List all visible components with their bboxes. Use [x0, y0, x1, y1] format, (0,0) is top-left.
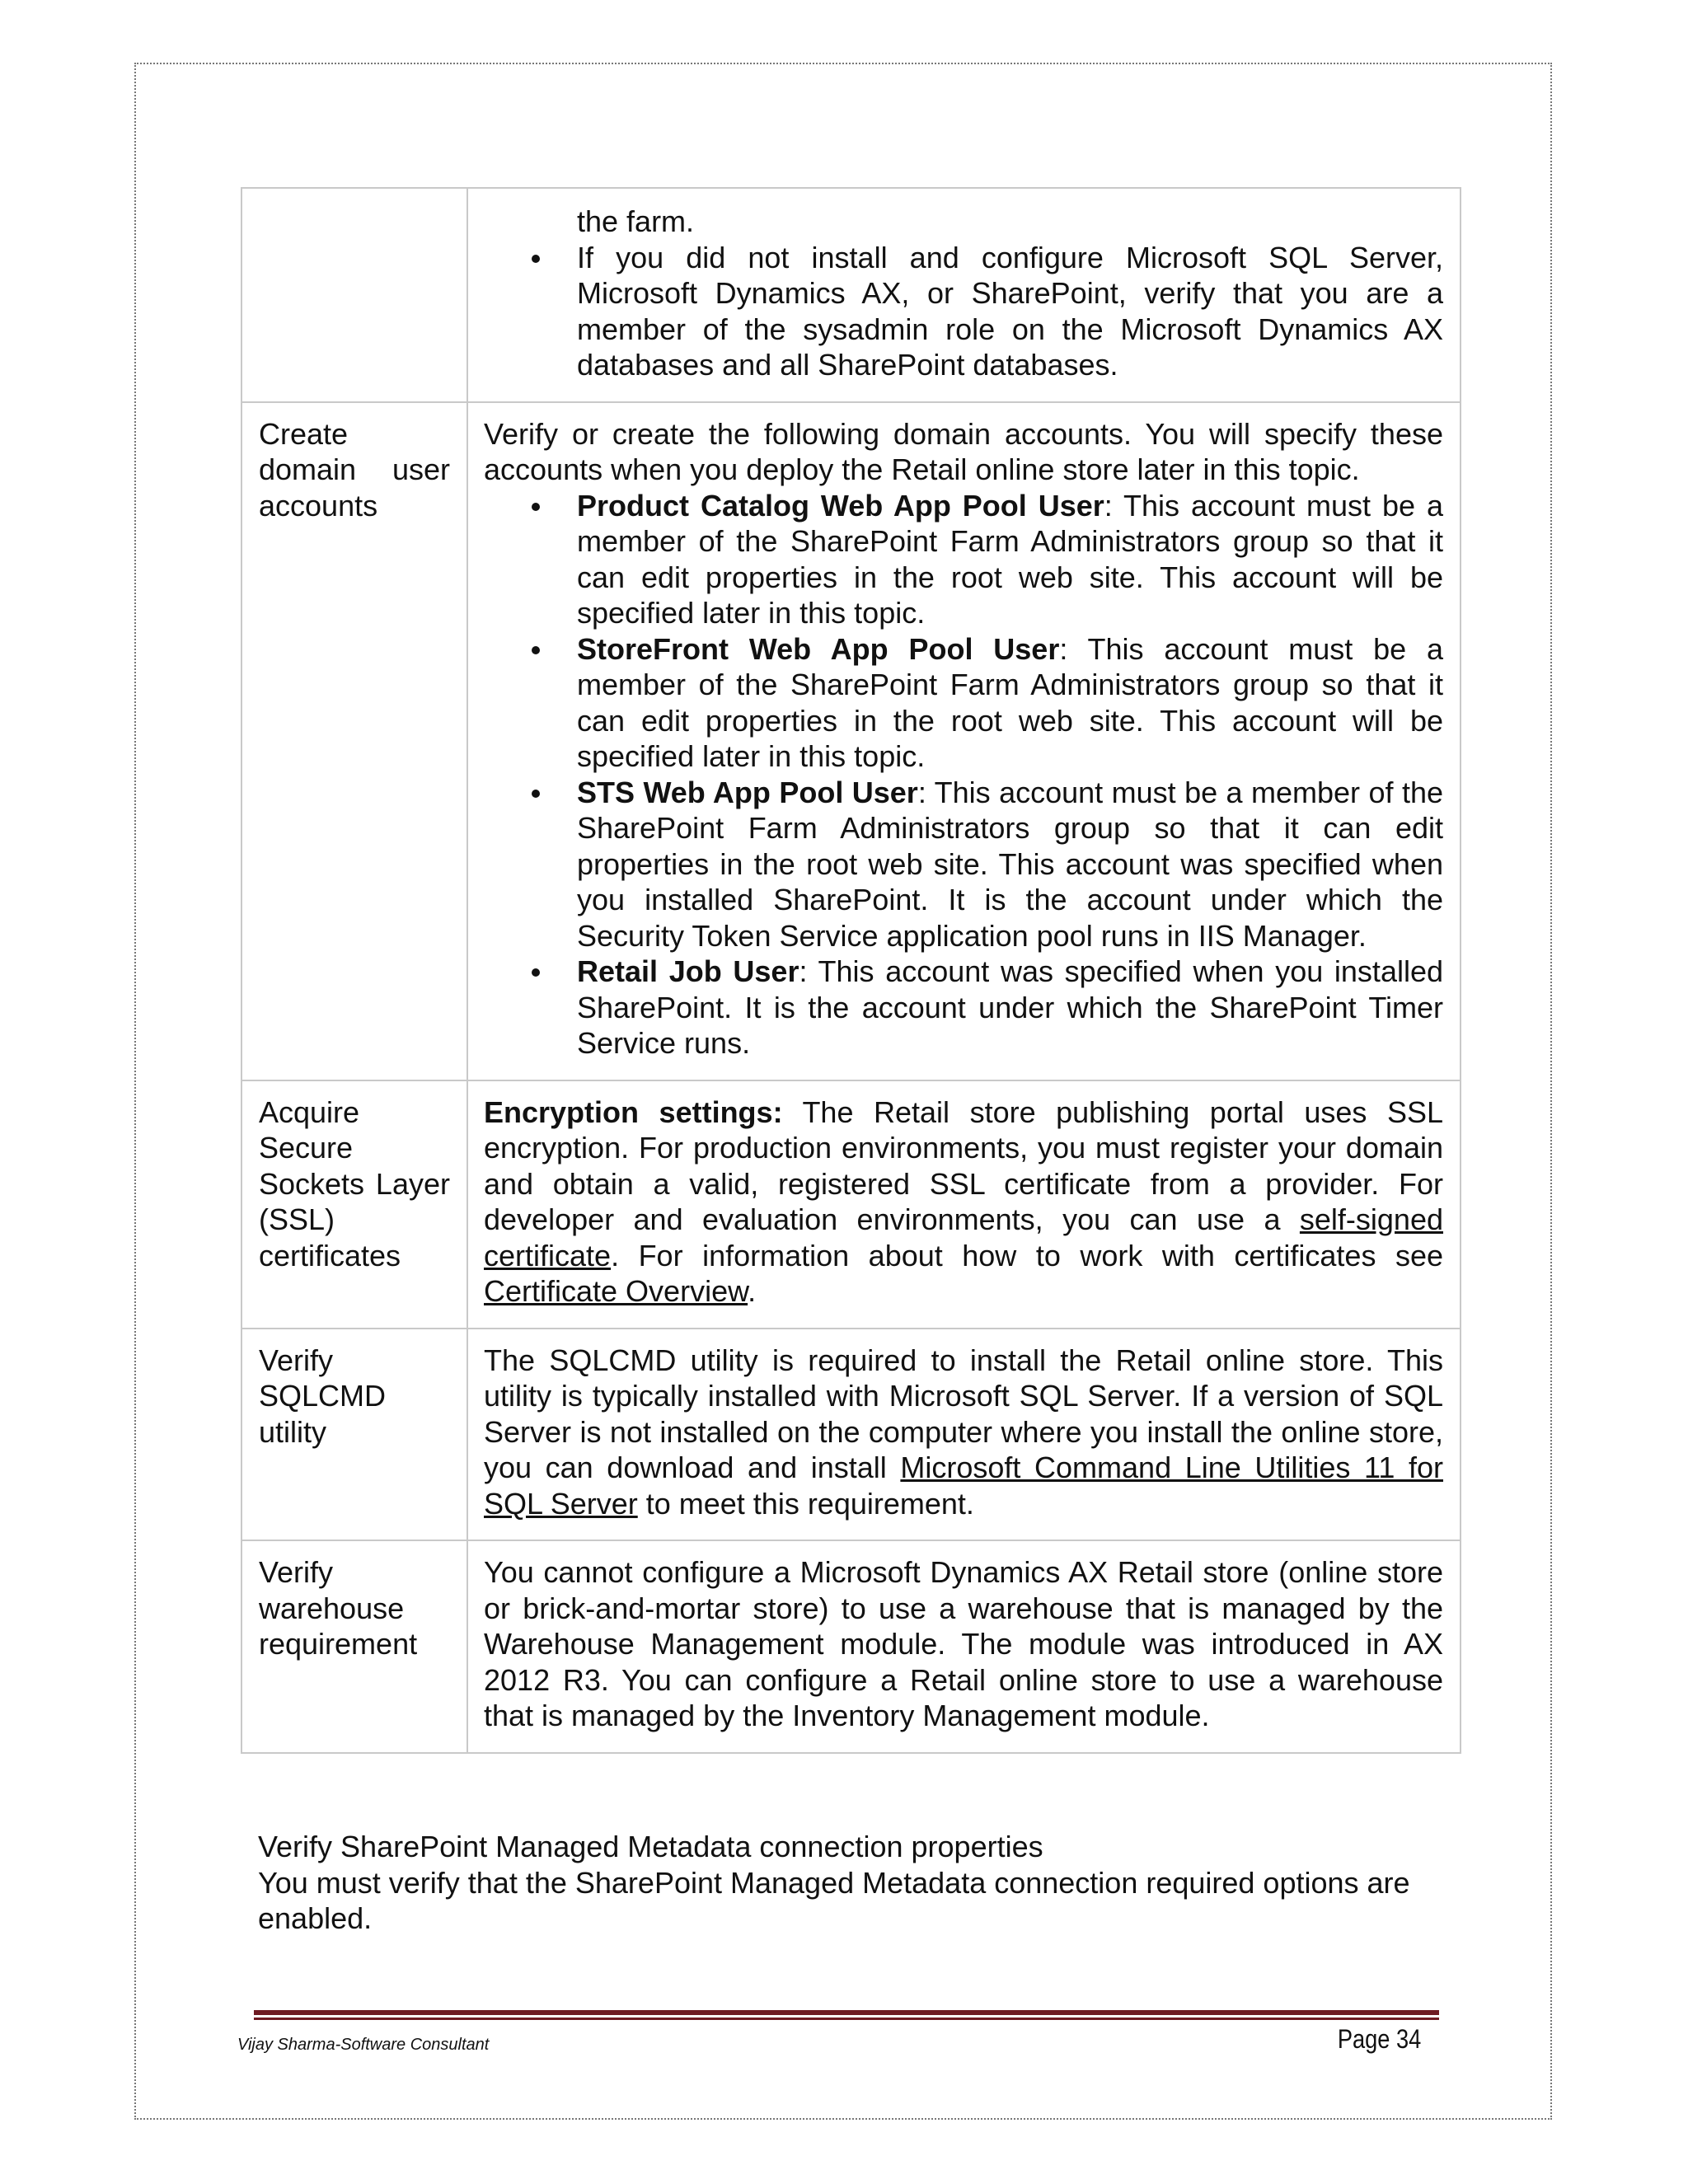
requirements-table: [241, 187, 1461, 1754]
row-label-acquire-ssl-certificates: Acquire Secure Sockets Layer (SSL) certificates: [241, 1080, 467, 1329]
list-item: [577, 631, 1443, 775]
body-text: The Retail store publishing portal uses SSL encryption. For production environments, you must register your domain and obtain a valid, registered SSL certificate from a provider. For developer and evaluation environments, you can use a: [484, 1094, 1443, 1236]
table-cell-body: [467, 1329, 1461, 1541]
list-item: [577, 488, 1443, 631]
sql-command-line-utilities-link[interactable]: Microsoft Command Line Utilities 11 for SQL Server: [484, 1451, 1443, 1521]
table-cell-body: [467, 402, 1461, 1080]
row-label-verify-sqlcmd-utility: Verify SQLCMD utility: [241, 1329, 467, 1541]
list-item: If you did not install and configure Microsoft SQL Server, Microsoft Dynamics AX, or SharePoint, verify that you are a member of the sysadmin role on the Microsoft Dynamics AX databases and all SharePoint databases.: [577, 240, 1443, 382]
section-paragraph: You must verify that the SharePoint Managed Metadata connection required options are enabled.: [258, 1865, 1410, 1935]
account-description: : This account must be a member of the SharePoint Farm Administrators group so that it can edit properties in the root web site. This account will be specified later in this topic.: [577, 631, 1443, 773]
table-cell-body: [467, 188, 1461, 402]
list-item: [577, 954, 1443, 1062]
row-label-verify-warehouse-requirement: Verify warehouse requirement: [241, 1540, 467, 1753]
footer-rule-thin: [254, 2018, 1439, 2020]
account-name: STS Web App Pool User: [577, 775, 918, 809]
account-description: : This account must be a member of the SharePoint Farm Administrators group so that it can edit properties in the root web site. This account was specified when you installed SharePoint. It is the account under which the Security Token Service application pool runs in IIS Manager.: [577, 775, 1443, 953]
certificate-overview-link[interactable]: Certificate Overview: [484, 1274, 748, 1308]
bullet-list: [484, 488, 1443, 1062]
table-cell-label-empty: [241, 188, 467, 402]
table-cell-body: You cannot configure a Microsoft Dynamics AX Retail store (online store or brick-and-mortar store) to use a warehouse that is managed by the Warehouse Management module. The module was introduced in AX 2012 R3. You can configure a Retail online store to use a warehouse that is managed by the Inventory Management module.: [467, 1540, 1461, 1753]
table-row: [241, 1540, 1461, 1753]
account-description: : This account was specified when you installed SharePoint. It is the account under which the SharePoint Timer Service runs.: [577, 954, 1443, 1060]
account-name: StoreFront Web App Pool User: [577, 631, 1060, 666]
account-name: Product Catalog Web App Pool User: [577, 488, 1104, 523]
after-table-section: [258, 1829, 1461, 1937]
continuation-text: the farm.: [577, 204, 695, 238]
table-row: [241, 1080, 1461, 1329]
intro-text: Verify or create the following domain accounts. You will specify these accounts when you deploy the Retail online store later in this topic.: [484, 416, 1443, 486]
page-number: Page 34: [1337, 2024, 1421, 2054]
section-heading: Verify SharePoint Managed Metadata connection properties: [258, 1830, 1043, 1863]
table-row: [241, 188, 1461, 402]
table-cell-body: [467, 1080, 1461, 1329]
self-signed-certificate-link[interactable]: self-signed certificate: [484, 1202, 1443, 1272]
body-text: The SQLCMD utility is required to install the Retail online store. This utility is typically installed with Microsoft SQL Server. If a version of SQL Server is not installed on the computer where you install the online store, you can download and install: [484, 1343, 1443, 1484]
body-text: to meet this requirement.: [637, 1486, 974, 1521]
footer-rule: [254, 2010, 1439, 2015]
account-description: : This account must be a member of the SharePoint Farm Administrators group so that it can edit properties in the root web site. This account will be specified later in this topic.: [577, 488, 1443, 630]
bullet-list: [484, 240, 1443, 383]
account-name: Retail Job User: [577, 954, 799, 988]
footer-author: Vijay Sharma-Software Consultant: [237, 2036, 490, 2054]
body-text: .: [748, 1274, 757, 1308]
table-row: [241, 1329, 1461, 1541]
list-item: [577, 775, 1443, 954]
row-label-create-domain-user-accounts: Create domain user accounts: [241, 402, 467, 1080]
table-row: [241, 402, 1461, 1080]
body-text: . For information about how to work with certificates see: [611, 1238, 1443, 1272]
encryption-settings-label: Encryption settings:: [484, 1094, 783, 1129]
